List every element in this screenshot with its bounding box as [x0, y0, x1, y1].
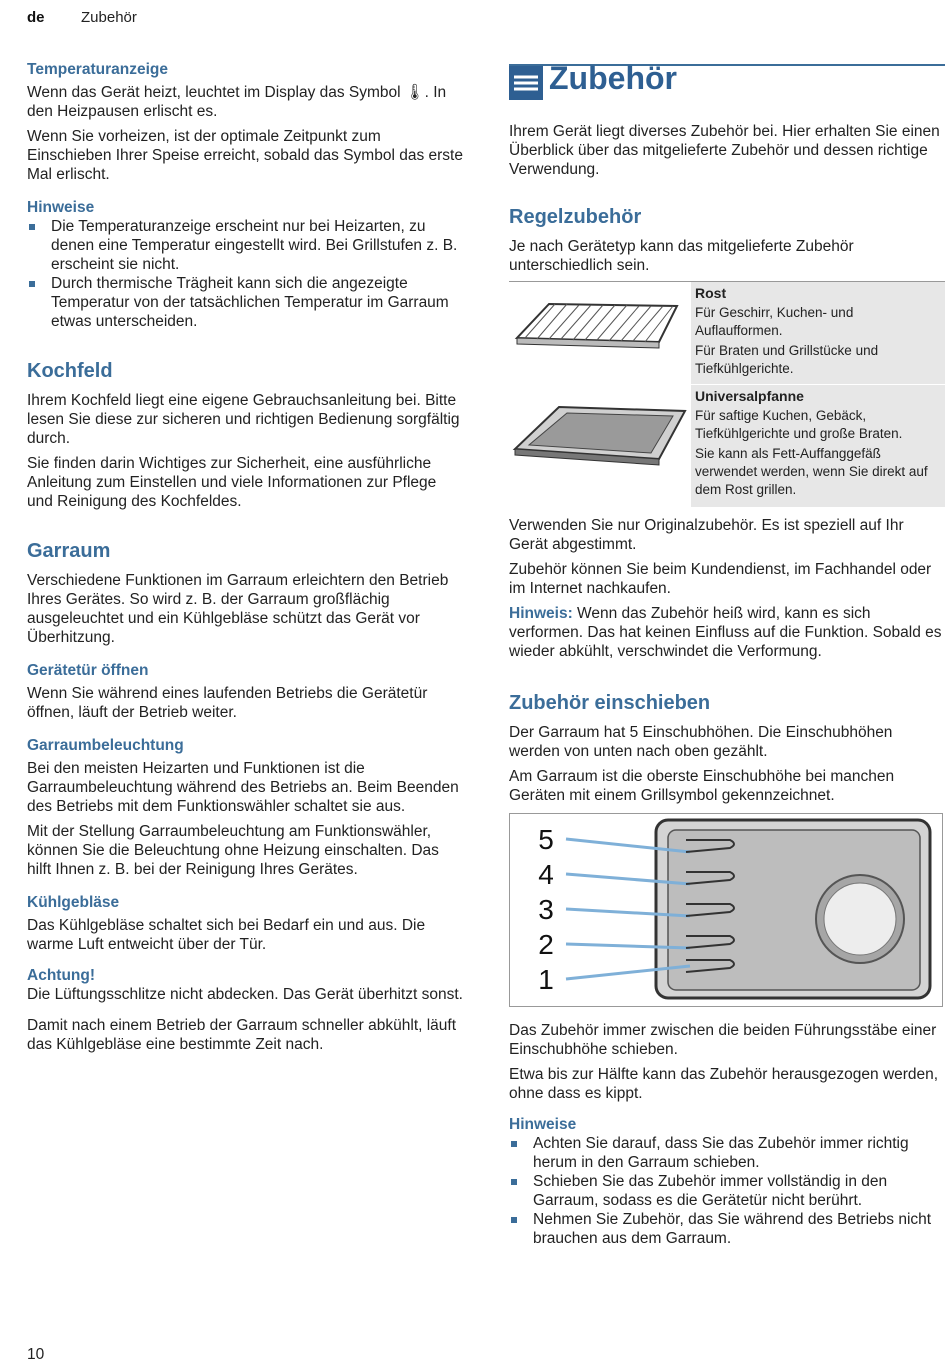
main-title: Zubehör: [549, 60, 677, 96]
original-paragraph-1: Verwenden Sie nur Originalzubehör. Es ist speziell auf Ihr Gerät abgestimmt.: [509, 517, 904, 553]
licht-heading: Garraumbeleuchtung: [27, 737, 184, 754]
tuer-paragraph: Wenn Sie während eines laufenden Betriebs die Gerätetür öffnen, läuft der Betrieb weiter.: [27, 685, 428, 721]
list-item: Achten Sie darauf, dass Sie das Zubehör immer richtig herum in den Garraum schieben.: [509, 1134, 945, 1172]
rack-image: [509, 282, 691, 384]
accessory-name: Rost: [695, 285, 727, 301]
level-label: 5: [538, 824, 554, 855]
accessory-desc: Sie kann als Fett-Auffanggefäß verwendet werden, wenn Sie direkt auf dem Rost grillen.: [695, 446, 928, 497]
accessory-row-universalpfanne: [509, 385, 945, 508]
achtung-heading: Achtung!: [27, 967, 96, 984]
regel-heading: Regelzubehör: [509, 206, 642, 228]
accessory-text: [691, 282, 945, 384]
level-label: 1: [538, 964, 554, 995]
tray-image: [509, 385, 691, 507]
oven-levels-diagram: [509, 813, 943, 1007]
hinweise-list-right: [509, 1134, 945, 1248]
regel-paragraph: Je nach Gerätetyp kann das mitgelieferte Zubehör unterschiedlich sein.: [509, 238, 854, 274]
kuehl-paragraph-1: Das Kühlgebläse schaltet sich bei Bedarf ein und aus. Die warme Luft entweicht über der Tür.: [27, 917, 426, 953]
hinweis-text: Wenn das Zubehör heiß wird, kann es sich verformen. Das hat keinen Einfluss auf die Funktion. Sobald es wieder abkühlt, verschwindet die Verformung.: [509, 605, 942, 660]
accessory-desc: Für Geschirr, Kuchen- und Auflaufformen.: [695, 305, 854, 338]
right-column: [509, 60, 945, 1254]
kuehl-paragraph-2: Damit nach einem Betrieb der Garraum schneller abkühlt, läuft das Kühlgebläse eine bestimmte Zeit nach.: [27, 1017, 457, 1053]
kochfeld-heading: Kochfeld: [27, 360, 113, 382]
tuer-heading: Gerätetür öffnen: [27, 662, 149, 679]
hinweis-label: Hinweis:: [509, 605, 573, 622]
accessory-desc: Für saftige Kuchen, Gebäck, Tiefkühlgerichte und große Braten.: [695, 408, 903, 441]
temp-paragraph-1: Wenn das Gerät heizt, leuchtet im Display das Symbol 🌡. In den Heizpausen erlischt es.: [27, 84, 447, 120]
einschieben-paragraph-1: Der Garraum hat 5 Einschubhöhen. Die Einschubhöhen werden von unten nach oben gezählt.: [509, 724, 893, 760]
level-label: 4: [538, 859, 554, 890]
kuehl-heading: Kühlgebläse: [27, 894, 120, 911]
level-label: 3: [538, 894, 554, 925]
book-icon: [509, 66, 543, 100]
page-number: 10: [27, 1346, 45, 1363]
original-paragraph-2: Zubehör können Sie beim Kundendienst, im Fachhandel oder im Internet nachkaufen.: [509, 561, 932, 597]
einschieben-paragraph-2: Am Garraum ist die oberste Einschubhöhe bei manchen Geräten mit einem Grillsymbol gekennzeichnet.: [509, 768, 895, 804]
temp-paragraph-2: Wenn Sie vorheizen, ist der optimale Zeitpunkt zum Einschieben Ihrer Speise erreicht, sobald das Symbol das erste Mal erlischt.: [27, 128, 463, 183]
garraum-heading: Garraum: [27, 540, 111, 562]
achtung-paragraph: Die Lüftungsschlitze nicht abdecken. Das Gerät überhitzt sonst.: [27, 986, 463, 1003]
hinweise-heading-right: Hinweise: [509, 1116, 577, 1133]
accessory-table: [509, 281, 945, 508]
list-item: Schieben Sie das Zubehör immer vollständig in den Garraum, sodass es die Gerätetür nicht berührt.: [509, 1172, 945, 1210]
accessory-text: [691, 385, 945, 507]
level-label: 2: [538, 929, 554, 960]
hinweis-paragraph: [509, 604, 945, 661]
list-item: Nehmen Sie Zubehör, das Sie während des Betriebs nicht brauchen aus dem Garraum.: [509, 1210, 945, 1248]
einschieben-paragraph-3: Das Zubehör immer zwischen die beiden Führungsstäbe einer Einschubhöhe schieben.: [509, 1022, 937, 1058]
kochfeld-paragraph-2: Sie finden darin Wichtiges zur Sicherheit, eine ausführliche Anleitung zum Einstellen und viele Informationen zur Pflege und Reinigung des Kochfeldes.: [27, 455, 437, 510]
licht-paragraph-1: Bei den meisten Heizarten und Funktionen ist die Garraumbeleuchtung während des Betriebs an. Beim Beenden des Betriebs mit dem Funktionswähler schaltet sie aus.: [27, 760, 459, 815]
hinweise-list: [27, 217, 463, 331]
main-heading: [509, 60, 945, 106]
einschieben-paragraph-4: Etwa bis zur Hälfte kann das Zubehör herausgezogen werden, ohne dass es kippt.: [509, 1066, 939, 1102]
header-section: Zubehör: [81, 9, 137, 26]
language-code: de: [27, 9, 45, 26]
intro-paragraph: Ihrem Gerät liegt diverses Zubehör bei. Hier erhalten Sie einen Überblick über das mitgelieferte Zubehör und dessen richtige Verwendung.: [509, 123, 940, 178]
temp-heading: Temperaturanzeige: [27, 61, 168, 78]
kochfeld-paragraph-1: Ihrem Kochfeld liegt eine eigene Gebrauchsanleitung bei. Bitte lesen Sie diese zur sicheren und richtigen Bedienung sorgfältig durch.: [27, 392, 460, 447]
accessory-row-rost: [509, 282, 945, 385]
einschieben-heading: Zubehör einschieben: [509, 692, 711, 714]
accessory-desc: Für Braten und Grillstücke und Tiefkühlgerichte.: [695, 343, 879, 376]
level-labels: [538, 824, 554, 995]
licht-paragraph-2: Mit der Stellung Garraumbeleuchtung am Funktionswähler, können Sie die Beleuchtung ohne Heizung einschalten. Das hilft Ihnen z. B. bei der Reinigung Ihres Gerätes.: [27, 823, 439, 878]
left-column: [27, 60, 463, 1060]
hinweise-heading: Hinweise: [27, 199, 95, 216]
list-item: Durch thermische Trägheit kann sich die angezeigte Temperatur von der tatsächlichen Temperatur im Garraum etwas unterscheiden.: [27, 274, 463, 331]
garraum-paragraph: Verschiedene Funktionen im Garraum erleichtern den Betrieb Ihres Gerätes. So wird z. B. der Garraum großflächig ausgeleuchtet und ein Kühlgebläse schützt das Gerät vor Überhitzung.: [27, 572, 449, 646]
page-header: [27, 9, 137, 26]
accessory-name: Universalpfanne: [695, 388, 804, 404]
list-item: Die Temperaturanzeige erscheint nur bei Heizarten, zu denen eine Temperatur eingestellt wird. Bei Grillstufen z. B. erscheint sie nicht.: [27, 217, 463, 274]
